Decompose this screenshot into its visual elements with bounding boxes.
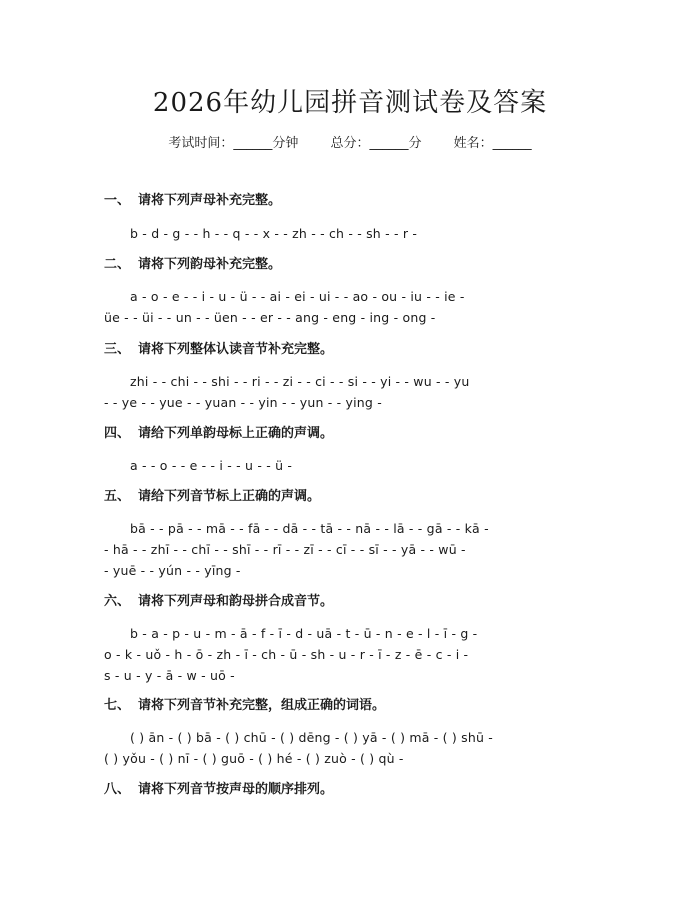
section-number: 四、 [104,426,131,441]
section-body [104,727,599,769]
section-number: 一、 [104,193,131,208]
section-2 [104,255,599,328]
section-title: 请将下列声母补充完整。 [138,193,282,208]
section-number: 八、 [104,782,131,797]
content-line: - hā - - zhī - - chī - - shī - - rī - - zī - - cī - - sī - - yā - - wū - [104,542,466,557]
total-score-field: 总分：______分 [330,136,422,151]
section-heading [104,191,599,211]
content-line: a - o - e - - i - u - ü - - ai - ei - ui - - ao - ou - iu - - ie - [130,289,465,304]
section-body [104,455,599,476]
section-body [104,623,599,686]
section-title: 请将下列音节补充完整，组成正确的词语。 [138,698,386,713]
section-number: 七、 [104,698,131,713]
content-line: ( ) ān - ( ) bā - ( ) chū - ( ) dēng - ( ) yā - ( ) mā - ( ) shū - [130,730,493,745]
section-number: 六、 [104,594,131,609]
content-line: zhi - - chi - - shi - - ri - - zi - - ci - - si - - yi - - wu - - yu [130,374,470,389]
section-5 [104,487,599,581]
section-title: 请给下列单韵母标上正确的声调。 [138,426,334,441]
content-line: bā - - pā - - mā - - fā - - dā - - tā - - nā - - lā - - gā - - kā - [130,521,489,536]
section-heading [104,780,599,800]
section-number: 三、 [104,342,131,357]
section-8 [104,780,599,800]
content-line: b - a - p - u - m - ā - f - ī - d - uā - t - ū - n - e - l - ī - g - [130,626,478,641]
section-body [104,286,599,328]
section-body [104,371,599,413]
section-1 [104,191,599,244]
content-line: o - k - uǒ - h - ō - zh - ī - ch - ū - sh - u - r - ī - z - ē - c - i - [104,647,469,662]
section-3 [104,340,599,413]
section-title: 请给下列音节标上正确的声调。 [138,489,321,504]
exam-time-field: 考试时间：______分钟 [168,136,299,151]
section-heading [104,424,599,444]
content-line: ( ) yǒu - ( ) nī - ( ) guō - ( ) hé - ( ) zuò - ( ) qù - [104,751,404,766]
section-6 [104,592,599,686]
section-heading [104,592,599,612]
content-line: - - ye - - yue - - yuan - - yin - - yun - - ying - [104,395,382,410]
content-line: - yuē - - yún - - yīng - [104,563,241,578]
exam-meta [0,132,700,151]
page-title: 2026年幼儿园拼音测试卷及答案 [152,88,548,118]
content-line: a - - o - - e - - i - - u - - ü - [130,458,293,473]
section-4 [104,424,599,476]
section-heading [104,696,599,716]
section-body [104,518,599,581]
section-heading [104,340,599,360]
section-title: 请将下列整体认读音节补充完整。 [138,342,334,357]
section-title: 请将下列声母和韵母拼合成音节。 [138,594,334,609]
student-name-field: 姓名：______ [453,136,532,151]
section-heading [104,255,599,275]
section-title: 请将下列韵母补充完整。 [138,257,282,272]
section-heading [104,487,599,507]
section-body [104,223,599,244]
section-7 [104,696,599,769]
content-line: s - u - y - ā - w - uō - [104,668,235,683]
section-title: 请将下列音节按声母的顺序排列。 [138,782,334,797]
content-line: b - d - g - - h - - q - - x - - zh - - ch - - sh - - r - [130,226,418,241]
section-number: 二、 [104,257,131,272]
content-line: üe - - üi - - un - - üen - - er - - ang - eng - ing - ong - [104,310,436,325]
section-number: 五、 [104,489,131,504]
